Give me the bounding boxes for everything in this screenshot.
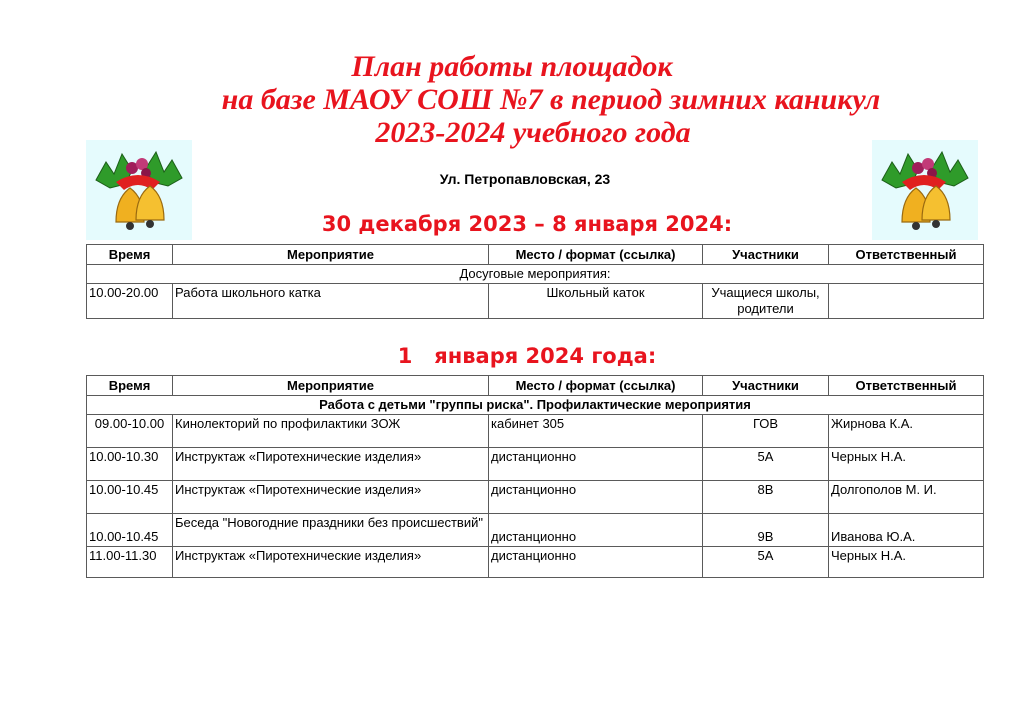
- participants-cell: 5А: [703, 547, 829, 578]
- column-header: Мероприятие: [173, 376, 489, 396]
- title-line-1: План работы площадок: [351, 50, 673, 83]
- event-cell: Работа школьного катка: [173, 284, 489, 319]
- address: Ул. Петропавловская, 23: [439, 171, 611, 187]
- place-cell: дистанционно: [489, 547, 703, 578]
- event-cell: Кинолекторий по профилактики ЗОЖ: [173, 415, 489, 448]
- section-row: [87, 265, 984, 284]
- time-cell: 10.00-10.30: [87, 448, 173, 481]
- table-header-row: [87, 245, 984, 265]
- table-row: [87, 415, 984, 448]
- section-title: Досуговые мероприятия:: [87, 265, 984, 284]
- table-row: [87, 284, 984, 319]
- period2-table: [86, 375, 984, 578]
- period2-heading: 1 января 2024 года:: [397, 344, 657, 368]
- column-header: Время: [87, 245, 173, 265]
- title-line-2: на базе МАОУ СОШ №7 в период зимних каникул: [221, 83, 881, 116]
- responsible-cell: Жирнова К.А.: [829, 415, 984, 448]
- responsible-cell: Черных Н.А.: [829, 448, 984, 481]
- responsible-cell: [829, 284, 984, 319]
- responsible-cell: Иванова Ю.А.: [829, 514, 984, 547]
- event-cell: Инструктаж «Пиротехнические изделия»: [173, 547, 489, 578]
- column-header: Участники: [703, 376, 829, 396]
- column-header: Мероприятие: [173, 245, 489, 265]
- responsible-cell: Долгополов М. И.: [829, 481, 984, 514]
- participants-cell: 5А: [703, 448, 829, 481]
- table-row: [87, 547, 984, 578]
- time-cell: 10.00-10.45: [87, 514, 173, 547]
- responsible-cell: Черных Н.А.: [829, 547, 984, 578]
- time-cell: 10.00-20.00: [87, 284, 173, 319]
- place-cell: дистанционно: [489, 481, 703, 514]
- title-line-3: 2023-2024 учебного года: [375, 116, 691, 149]
- page-title: [0, 50, 1024, 149]
- table-row: [87, 448, 984, 481]
- section-title: Работа с детьми "группы риска". Профилактические мероприятия: [87, 396, 984, 415]
- time-cell: 09.00-10.00: [87, 415, 173, 448]
- place-cell: кабинет 305: [489, 415, 703, 448]
- table-row: [87, 481, 984, 514]
- period1-heading: 30 декабря 2023 – 8 января 2024:: [321, 212, 733, 236]
- column-header: Ответственный: [829, 245, 984, 265]
- column-header: Место / формат (ссылка): [489, 376, 703, 396]
- table-row: [87, 514, 984, 547]
- place-cell: дистанционно: [489, 448, 703, 481]
- period1-table: [86, 244, 984, 319]
- participants-cell: ГОВ: [703, 415, 829, 448]
- place-cell: дистанционно: [489, 514, 703, 547]
- event-cell: Инструктаж «Пиротехнические изделия»: [173, 448, 489, 481]
- participants-cell: Учащиеся школы, родители: [703, 284, 829, 319]
- event-cell: Инструктаж «Пиротехнические изделия»: [173, 481, 489, 514]
- table-header-row: [87, 376, 984, 396]
- time-cell: 10.00-10.45: [87, 481, 173, 514]
- event-cell: Беседа "Новогодние праздники без происшествий": [173, 514, 489, 547]
- place-cell: Школьный каток: [489, 284, 703, 319]
- column-header: Место / формат (ссылка): [489, 245, 703, 265]
- column-header: Ответственный: [829, 376, 984, 396]
- participants-cell: 9В: [703, 514, 829, 547]
- column-header: Участники: [703, 245, 829, 265]
- column-header: Время: [87, 376, 173, 396]
- section-row: [87, 396, 984, 415]
- time-cell: 11.00-11.30: [87, 547, 173, 578]
- participants-cell: 8В: [703, 481, 829, 514]
